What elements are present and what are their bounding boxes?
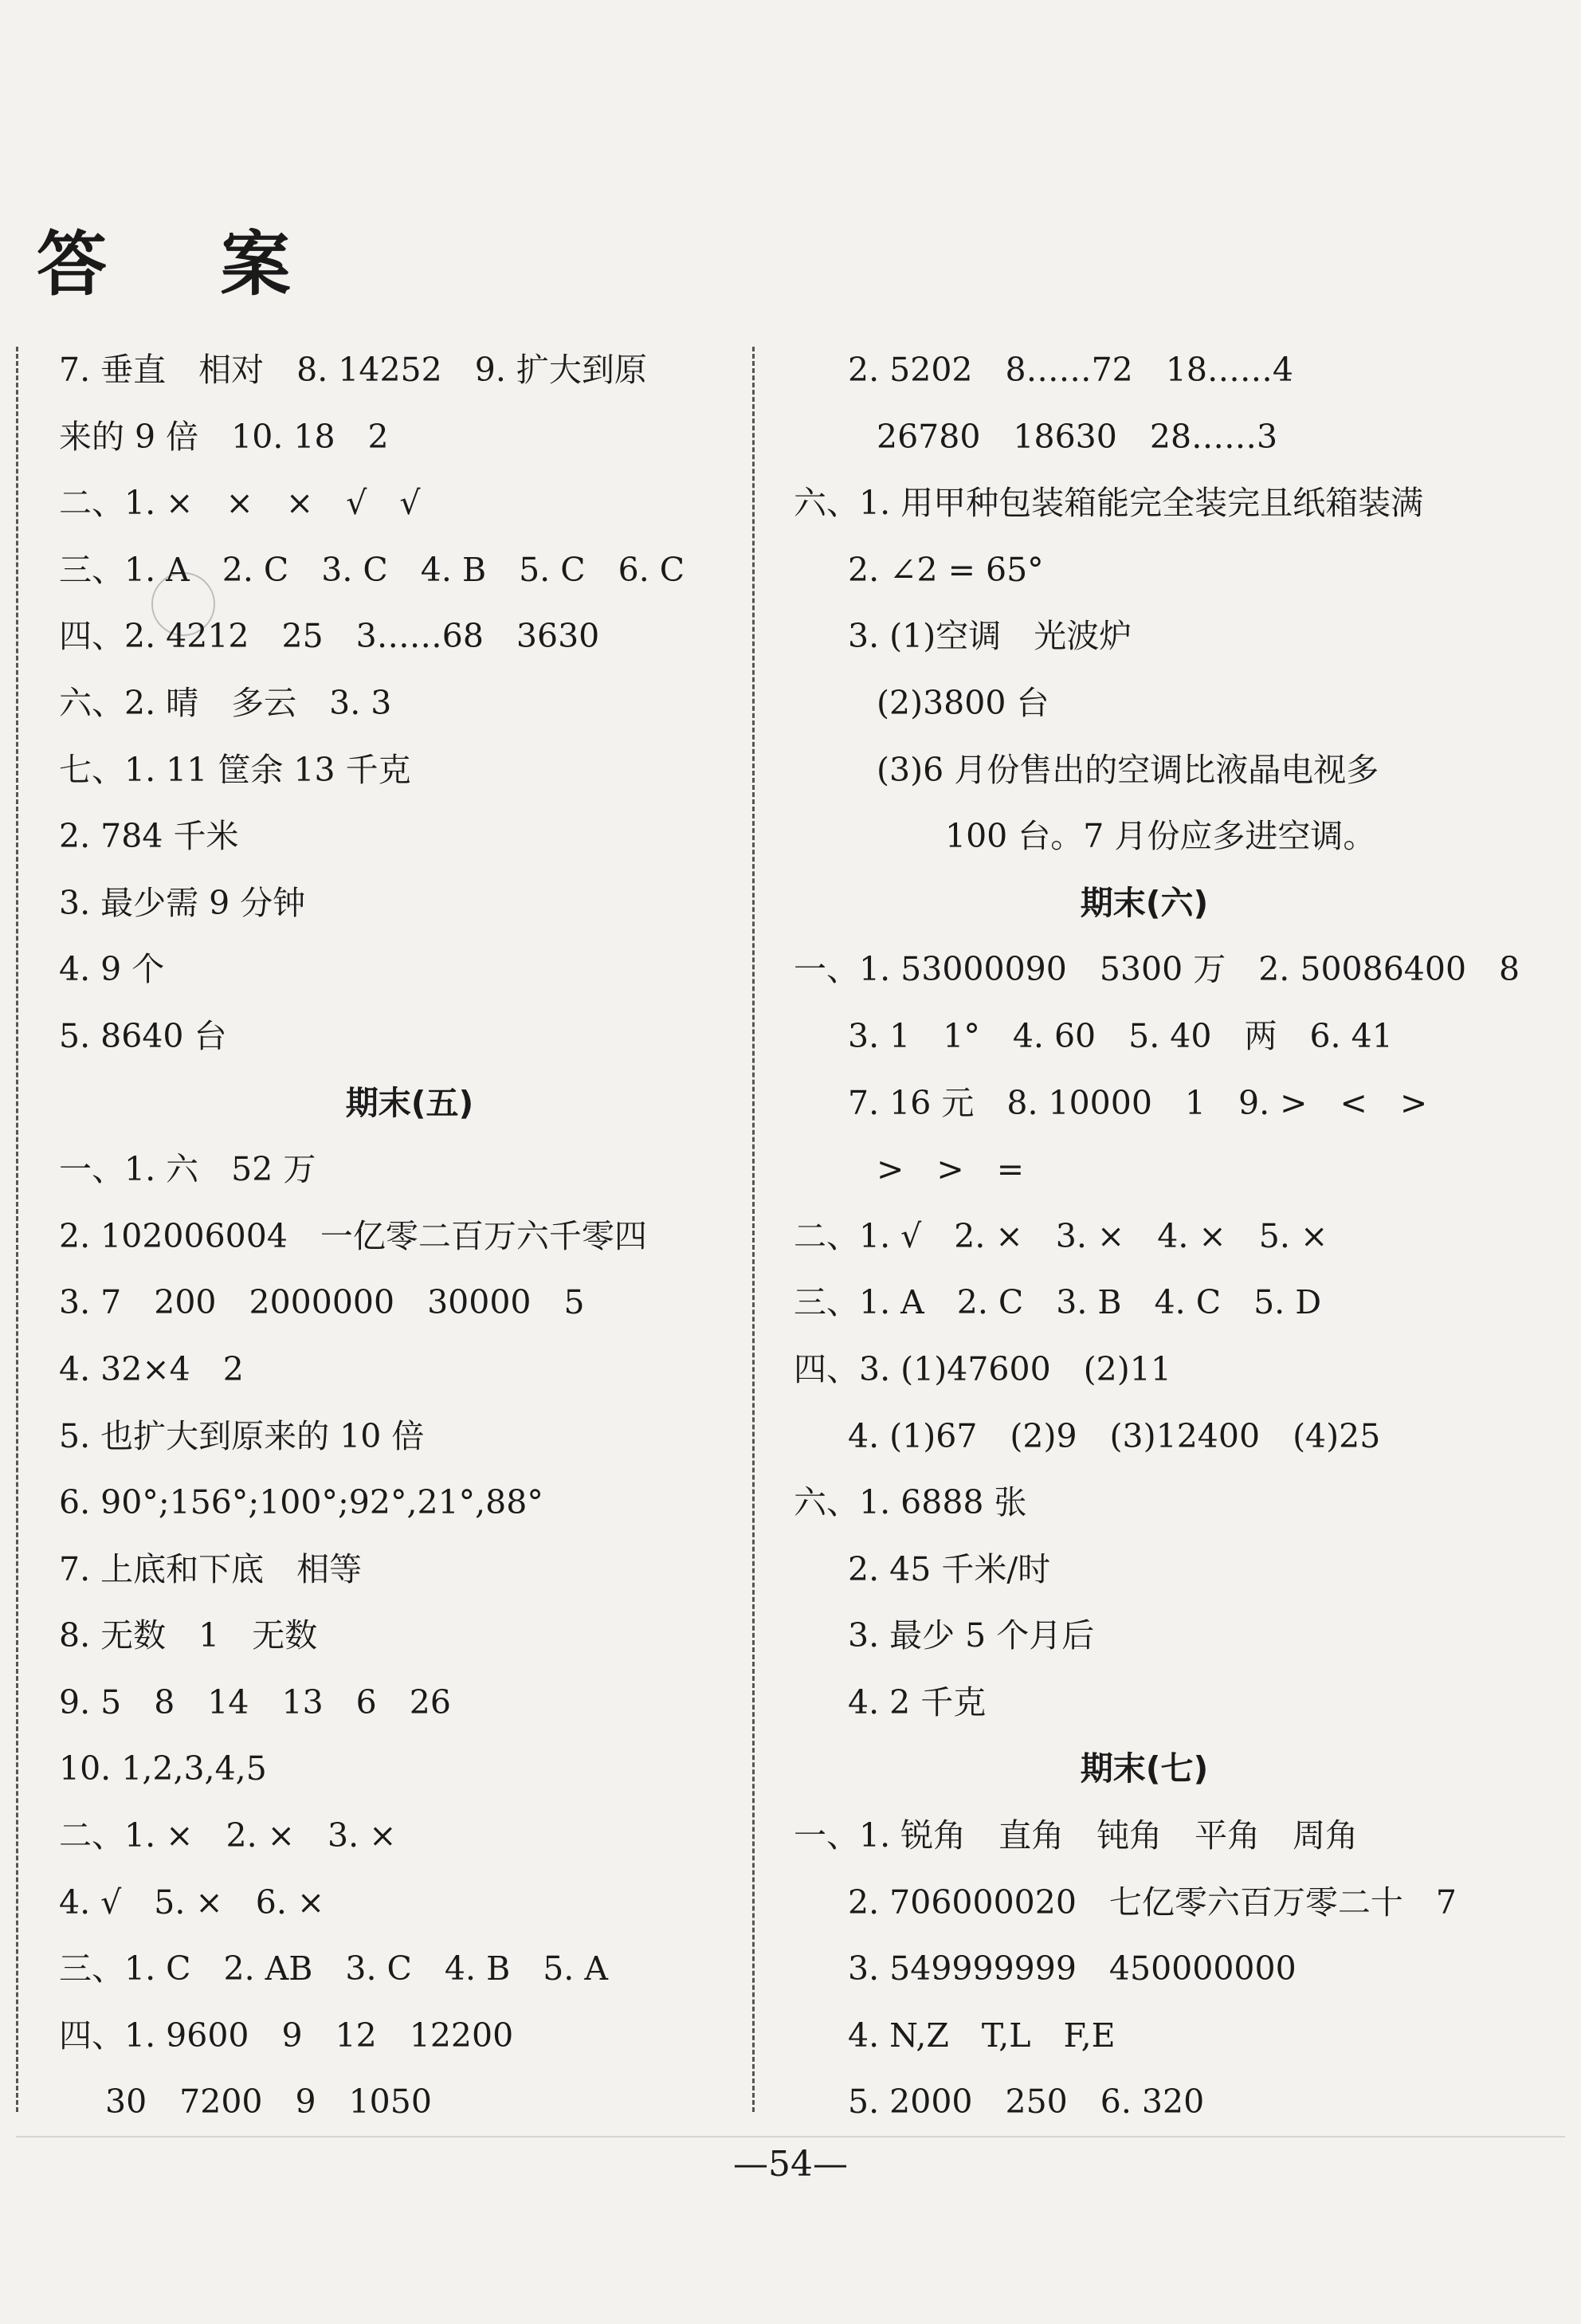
answer-line: 10. 1,2,3,4,5	[59, 1749, 267, 1788]
answer-line: 4. √ 5. × 6. ×	[59, 1882, 325, 1922]
answer-line: 4. 32×4 2	[59, 1349, 244, 1388]
answer-line: 7. 垂直 相对 8. 14252 9. 扩大到原	[59, 351, 647, 389]
answer-line: 4. N,Z T,L F,E	[848, 2016, 1116, 2055]
answer-line: 2. 45 千米/时	[848, 1549, 1051, 1588]
answer-line: 3. (1)空调 光波炉	[848, 617, 1132, 656]
answer-line: 四、3. (1)47600 (2)11	[794, 1349, 1171, 1388]
answer-line: 8. 无数 1 无数	[59, 1616, 318, 1655]
answer-line: (3)6 月份售出的空调比液晶电视多	[877, 750, 1379, 789]
answer-line: 七、1. 11 筐余 13 千克	[59, 750, 411, 789]
answer-line: 三、1. C 2. AB 3. C 4. B 5. A	[59, 1949, 608, 1988]
answer-line: 7. 上底和下底 相等	[59, 1549, 363, 1588]
answer-line: 4. 9 个	[59, 950, 165, 989]
answer-line: 2. 706000020 七亿零六百万零二十 7	[848, 1882, 1457, 1922]
left-answer-column	[59, 337, 760, 2136]
answer-line: 4. (1)67 (2)9 (3)12400 (4)25	[848, 1416, 1381, 1455]
answer-line: 四、2. 4212 25 3……68 3630	[59, 617, 600, 656]
answer-line: 三、1. A 2. C 3. C 4. B 5. C 6. C	[59, 550, 685, 589]
answer-line: 六、1. 6888 张	[794, 1483, 1027, 1522]
right-answer-column	[794, 337, 1520, 2136]
answer-line: 来的 9 倍 10. 18 2	[59, 417, 389, 456]
answer-line: 26780 18630 28……3	[877, 417, 1278, 456]
answer-line: 5. 2000 250 6. 320	[848, 2083, 1205, 2122]
answer-line: 六、2. 晴 多云 3. 3	[59, 683, 392, 722]
answer-line: 六、1. 用甲种包装箱能完全装完且纸箱装满	[794, 484, 1424, 523]
section-heading: 期末(六)	[1080, 883, 1209, 922]
answer-line: 3. 549999999 450000000	[848, 1949, 1297, 1988]
answer-line: 100 台。7 月份应多进空调。	[945, 817, 1376, 856]
answer-line: 2. 784 千米	[59, 817, 239, 856]
answer-line: 9. 5 8 14 13 6 26	[59, 1682, 451, 1721]
footer-rule	[16, 2136, 1565, 2138]
page-title: 答 案	[37, 223, 335, 305]
answer-line: 一、1. 六 52 万	[59, 1150, 316, 1189]
answer-line: 2. ∠2 = 65°	[848, 550, 1044, 589]
answer-line: 4. 2 千克	[848, 1682, 987, 1721]
answer-line: 四、1. 9600 9 12 12200	[59, 2016, 514, 2055]
page-number: —54—	[733, 2144, 848, 2185]
answer-line: 7. 16 元 8. 10000 1 9. > < >	[848, 1083, 1428, 1122]
left-margin-rule	[16, 347, 18, 2112]
answer-line: 2. 5202 8……72 18……4	[848, 351, 1294, 389]
answer-line: (2)3800 台	[877, 683, 1049, 722]
answer-line: 二、1. × 2. × 3. ×	[59, 1816, 397, 1855]
answer-line: 5. 也扩大到原来的 10 倍	[59, 1416, 425, 1455]
answer-line: 3. 1 1° 4. 60 5. 40 两 6. 41	[848, 1016, 1393, 1055]
answer-line: 3. 7 200 2000000 30000 5	[59, 1283, 585, 1322]
answer-line: 一、1. 锐角 直角 钝角 平角 周角	[794, 1816, 1359, 1855]
answer-line: 二、1. × × × √ √	[59, 484, 421, 523]
answer-line: 一、1. 53000090 5300 万 2. 50086400 8	[794, 950, 1520, 989]
answer-line: 3. 最少需 9 分钟	[59, 883, 306, 922]
answer-line: 二、1. √ 2. × 3. × 4. × 5. ×	[794, 1216, 1328, 1255]
answer-line: 2. 102006004 一亿零二百万六千零四	[59, 1216, 647, 1255]
section-heading: 期末(五)	[345, 1083, 474, 1122]
section-heading: 期末(七)	[1080, 1749, 1209, 1788]
answer-line: 三、1. A 2. C 3. B 4. C 5. D	[794, 1283, 1322, 1322]
answer-line: 30 7200 9 1050	[105, 2083, 432, 2122]
answer-line: 6. 90°;156°;100°;92°,21°,88°	[59, 1483, 543, 1522]
answer-line: 5. 8640 台	[59, 1016, 227, 1055]
answer-line: 3. 最少 5 个月后	[848, 1616, 1095, 1655]
answer-line: > > =	[877, 1150, 1025, 1189]
